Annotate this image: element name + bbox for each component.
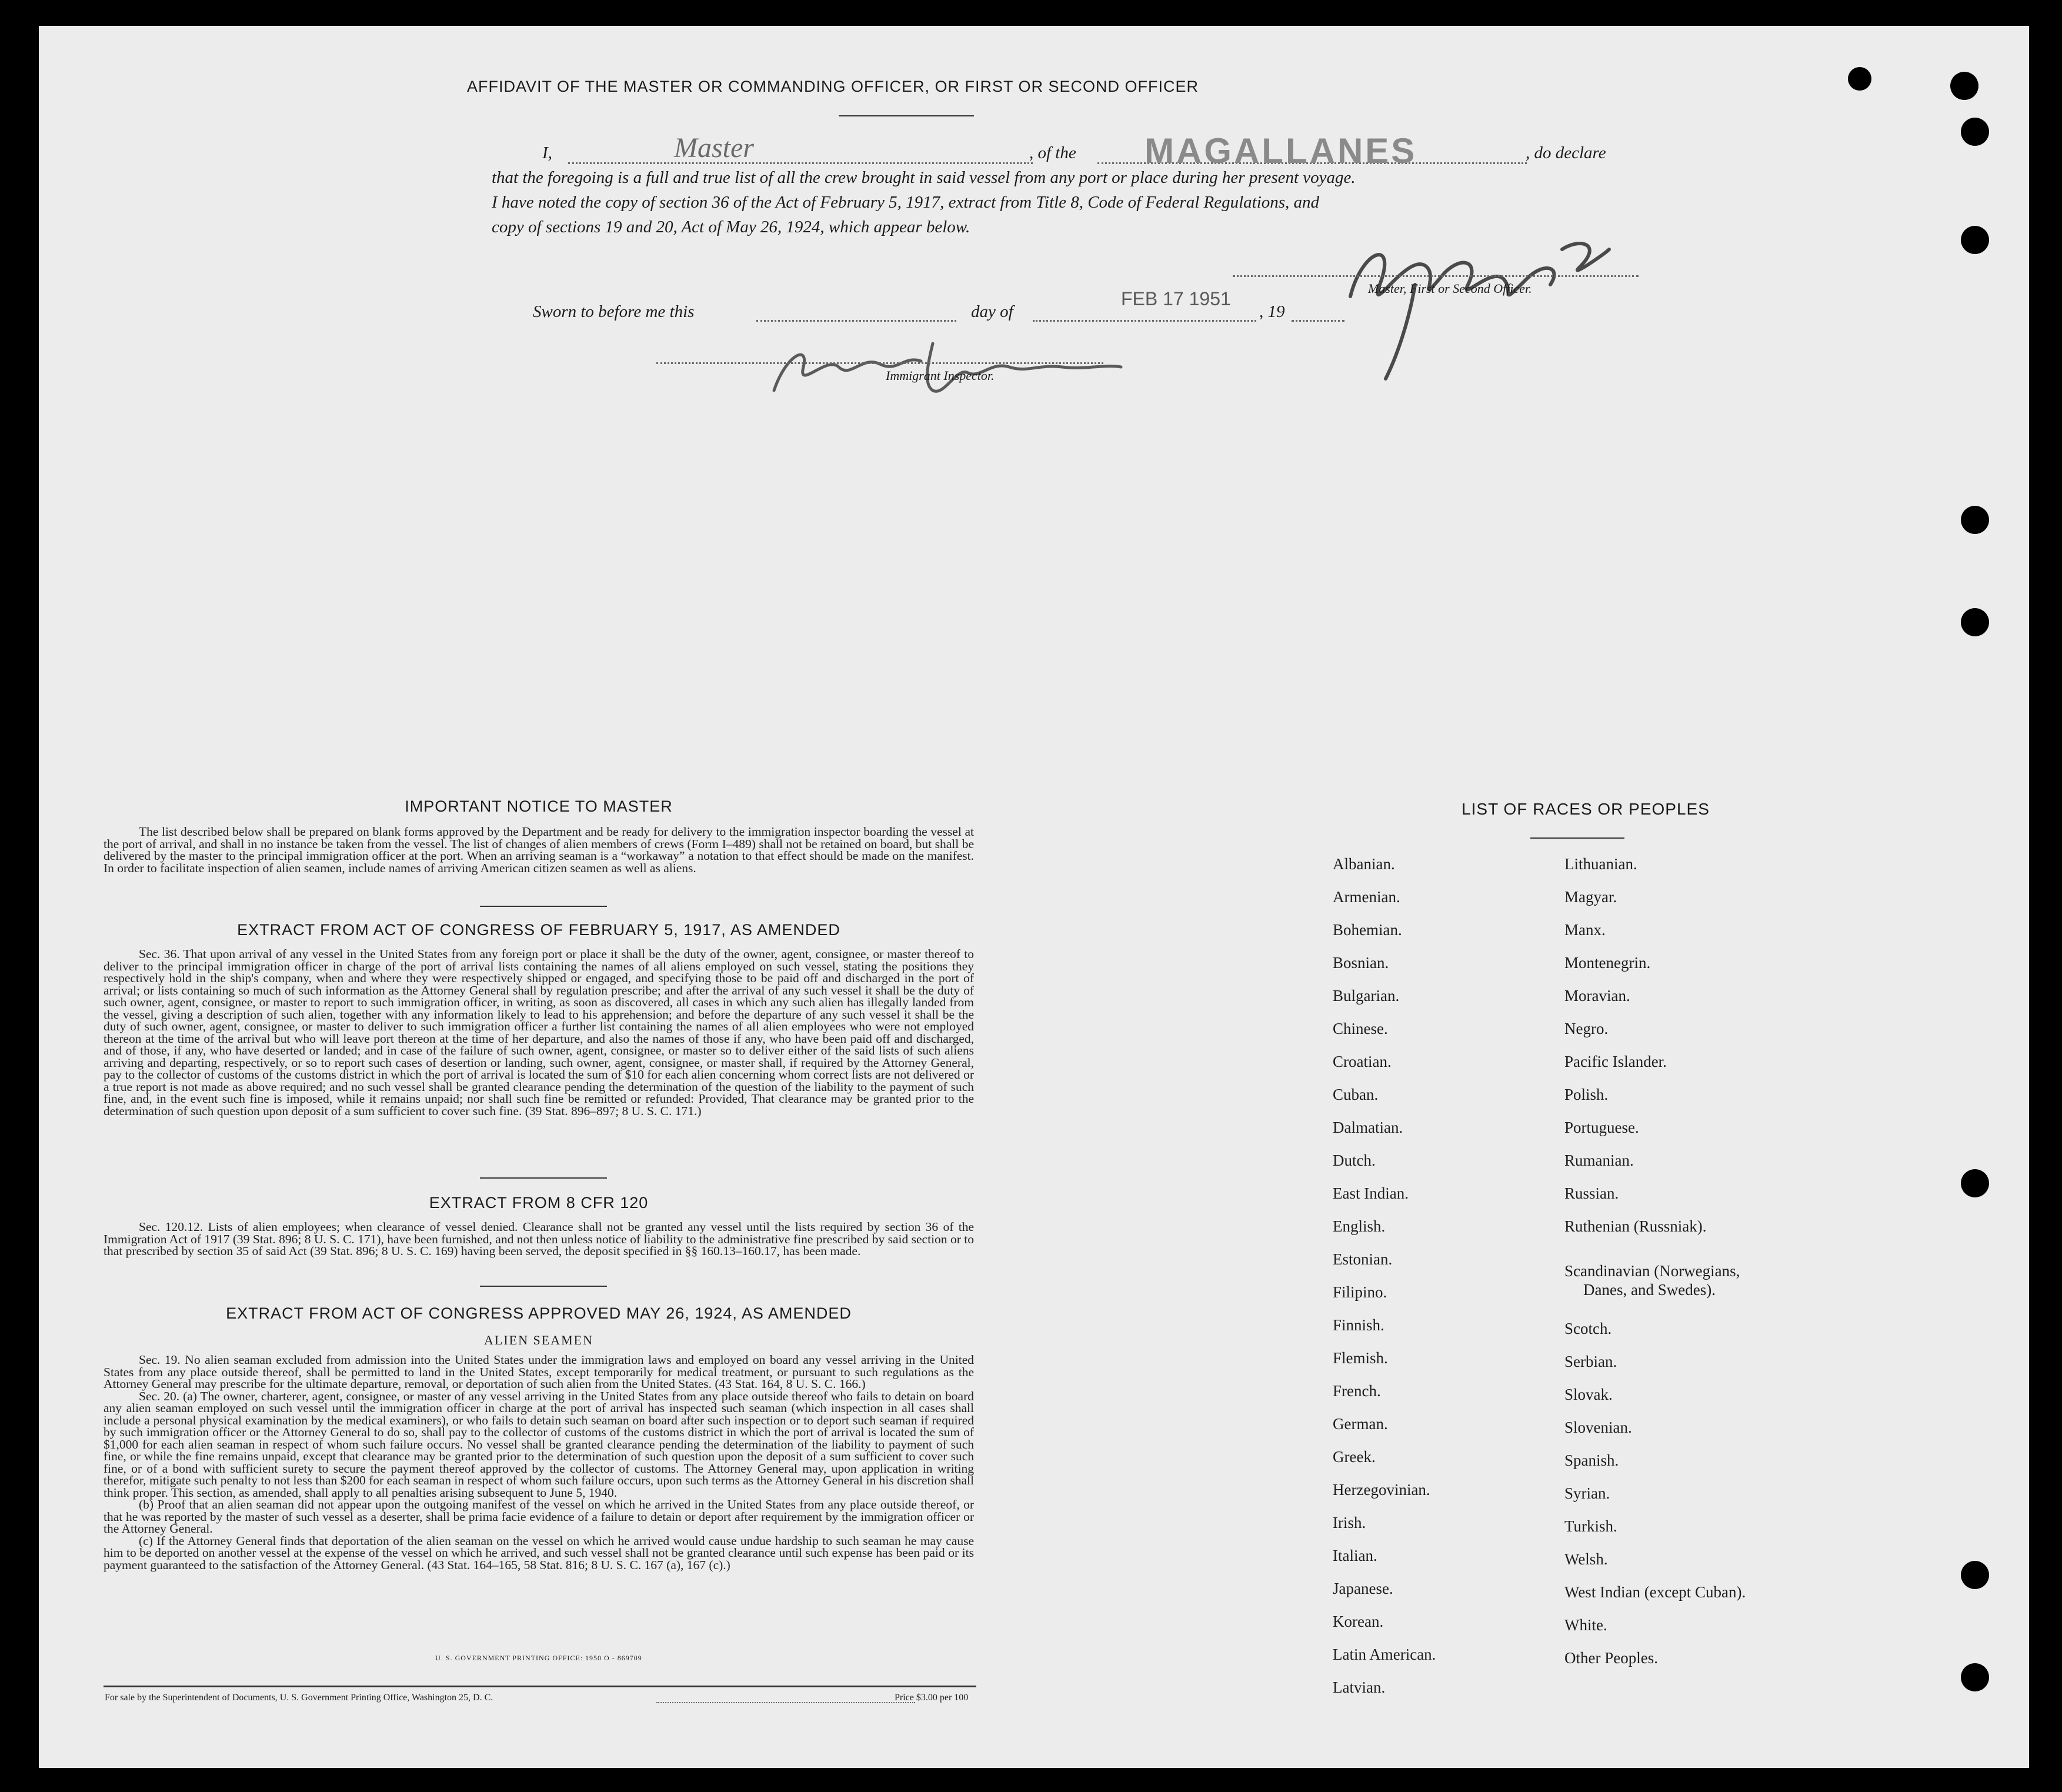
race-item: Latvian.	[1333, 1678, 1386, 1696]
race-item: Other Peoples.	[1564, 1649, 1658, 1667]
of-the-label: , of the	[1029, 144, 1076, 162]
race-item: Danes, and Swedes).	[1583, 1281, 1716, 1299]
notice-text	[104, 826, 974, 874]
race-item: German.	[1333, 1415, 1388, 1433]
binder-hole	[1961, 506, 1989, 534]
signer-line	[568, 162, 1033, 164]
race-item: Manx.	[1564, 921, 1606, 939]
binder-hole	[1961, 608, 1989, 636]
alien-seamen-subtitle: ALIEN SEAMEN	[484, 1333, 593, 1347]
race-item: Filipino.	[1333, 1283, 1387, 1301]
notice-title: IMPORTANT NOTICE TO MASTER	[405, 797, 673, 815]
race-item: Irish.	[1333, 1514, 1366, 1531]
section-20c-paragraph: (c) If the Attorney General finds that deportation of the alien seaman on the vessel on which he arrived would cause undue hardship to such seaman he may cause him to be deported on another vessel at the expense of the vessel on which he arrived, and such vessel shall not be granted clearance until such expense has been paid or its payment guaranteed to the satisfaction of the Attorney General. (43 Stat. 164–165, 58 Stat. 816; 8 U. S. C. 167 (a), 167 (c).)	[104, 1533, 974, 1572]
race-item: Albanian.	[1333, 855, 1395, 873]
binder-hole	[1848, 67, 1871, 91]
race-item: Montenegrin.	[1564, 954, 1651, 972]
race-item: Slovak.	[1564, 1386, 1613, 1403]
race-item: Bohemian.	[1333, 921, 1402, 939]
race-item: Spanish.	[1564, 1451, 1619, 1469]
section-20a-paragraph: Sec. 20. (a) The owner, charterer, agent, consignee, or master of any vessel arriving in the United States from any place outside thereof who fails to detain on board any alien seaman employed on such vessel until the immigration officer in charge at the port of arrival has inspected such seaman (which inspection in all cases shall include a personal physical examination by the medical examiners), or who fails to detain such seaman on board after such inspection or to deport such seaman if required by such immigration officer or the Attorney General to do so, shall pay to the collector of customs of the customs district in which the port of arrival is located the sum of $1,000 for each alien seaman in respect of whom such failure occurs. No vessel shall be granted clearance pending the determination of the liability to payment of such fine, or while the fine remains unpaid, except that clearance may be granted prior to the determination of such question upon the deposit of a sum sufficient to cover such fine, or of a bond with sufficient surety to secure the payment thereof approved by the collector of customs. The Attorney General may, upon application in writing therefor, mitigate such penalty to not less than $200 for each seaman in respect of whom such failure occurs, upon such terms as the Attorney General in his discretion shall think proper. This section, as amended, shall apply to all penalties arising subsequent to June 5, 1940.	[104, 1389, 974, 1500]
race-item: Serbian.	[1564, 1353, 1617, 1370]
race-item: West Indian (except Cuban).	[1564, 1583, 1746, 1601]
race-item: Rumanian.	[1564, 1152, 1634, 1169]
race-item: Latin American.	[1333, 1646, 1436, 1663]
race-item: French.	[1333, 1382, 1381, 1400]
extract-1917-rule	[480, 1177, 607, 1179]
race-item: East Indian.	[1333, 1184, 1409, 1202]
binder-hole	[1961, 1169, 1989, 1197]
extract-1917-title: EXTRACT FROM ACT OF CONGRESS OF FEBRUARY 5, 1917, AS AMENDED	[237, 921, 840, 939]
race-item: Polish.	[1564, 1086, 1609, 1103]
section-19-paragraph: Sec. 19. No alien seaman excluded from admission into the United States under the immigration laws and employed on board any vessel arriving in the United States from any place outside thereof, shall be permitted to land in the United States, except temporarily for medical treatment, or pursuant to such regulations as the Attorney General may prescribe for the ultimate departure, removal, or deportation of such alien from the United States. (43 Stat. 164, 8 U. S. C. 166.)	[104, 1353, 974, 1391]
extract-1924-text	[104, 1354, 974, 1571]
race-item: Japanese.	[1333, 1580, 1393, 1597]
race-item: Syrian.	[1564, 1484, 1610, 1502]
race-item: Korean.	[1333, 1613, 1384, 1630]
notice-paragraph: The list described below shall be prepared on blank forms approved by the Department and be ready for delivery to the immigration inspector boarding the vessel at the port of arrival, and shall in no instance be taken from the vessel. The list of changes of alien members of crews (Form I–489) shall not be retained on board, but shall be delivered by the master to the principal immigration officer at the port. When an arriving seaman is a “workaway” a notation to that effect should be made on the manifest. In order to facilitate inspection of alien seamen, include names of arriving American citizen seamen as well as aliens.	[104, 825, 974, 875]
document-page	[39, 26, 2029, 1768]
footer-rule	[104, 1686, 976, 1687]
binder-hole	[1961, 118, 1989, 146]
month-line	[1033, 320, 1256, 322]
section-36-paragraph: Sec. 36. That upon arrival of any vessel in the United States from any foreign port or place it shall be the duty of the owner, agent, consignee, or master thereof to deliver to the principal immigration officer in charge of the port of arrival lists containing the names of all aliens employed on such vessel, stating the positions they respectively hold in the ship's company, when and where they were respectively shipped or engaged, and specifying those to be paid off and discharged in the port of arrival; or lists containing so much of such information as the Attorney General shall by regulation prescribe; and after the arrival of any such vessel it shall be the duty of such owner, agent, consignee, or master to report to such immigration officer, in writing, as soon as discovered, all cases in which any such alien has illegally landed from the vessel, giving a description of such alien, together with any information likely to lead to his apprehension; and before the departure of any such vessel it shall be the duty of such owner, agent, consignee, or master to deliver to such immigration officer a further list containing the names of all alien employees who were not employed thereon at the time of the arrival but who will leave port thereon at the time of her departure, and also the names of those if any, who have been paid off and discharged, and of those, if any, who have deserted or landed; and in case of the failure of such owner, agent, consignee, or master so to deliver either of the said lists of such aliens arriving and departing, respectively, or so to report such cases of desertion or landing, such owner, agent, consignee, or master shall, if required by the Attorney General, pay to the collector of customs of the customs district in which the port of arrival is located the sum of $10 for each alien concerning whom correct lists are not delivered or a true report is not made as above required; and no such vessel shall be granted clearance pending the determination of the question of the liability to the payment of such fine, and, in the event such fine is imposed, while it remains unpaid; nor shall such fine be remitted or refunded: Provided, That clearance may be granted prior to the determination of such question upon deposit of a sum sufficient to cover such fine. (39 Stat. 896–897; 8 U. S. C. 171.)	[104, 947, 974, 1118]
title-rule	[839, 115, 974, 116]
race-item: Dutch.	[1333, 1152, 1376, 1169]
footer-leader	[656, 1702, 915, 1703]
race-item: Armenian.	[1333, 888, 1400, 906]
race-item: Turkish.	[1564, 1517, 1617, 1535]
extract-1924-title: EXTRACT FROM ACT OF CONGRESS APPROVED MAY 26, 1924, AS AMENDED	[226, 1304, 852, 1322]
race-item: Russian.	[1564, 1184, 1619, 1202]
inspector-label: Immigrant Inspector.	[886, 368, 995, 383]
extract-1917-text	[104, 948, 974, 1117]
inspector-line	[656, 362, 1103, 364]
binder-hole	[1961, 1663, 1989, 1691]
vessel-name-stamp: MAGALLANES	[1145, 131, 1417, 171]
binder-hole	[1961, 226, 1989, 254]
sworn-label: Sworn to before me this	[533, 302, 695, 321]
race-item: Finnish.	[1333, 1316, 1384, 1334]
year-label: , 19	[1259, 302, 1285, 321]
date-stamp: FEB 17 1951	[1121, 288, 1231, 309]
race-item: Magyar.	[1564, 888, 1617, 906]
day-of-label: day of	[971, 302, 1013, 321]
race-item: Cuban.	[1333, 1086, 1379, 1103]
race-item: Moravian.	[1564, 987, 1630, 1005]
affidavit-line-3: I have noted the copy of section 36 of the Act of February 5, 1917, extract from Title 8, Code of Federal Regulations, and	[492, 193, 1320, 212]
binder-hole	[1961, 1561, 1989, 1589]
affidavit-title: AFFIDAVIT OF THE MASTER OR COMMANDING OFFICER, OR FIRST OR SECOND OFFICER	[466, 78, 1199, 95]
race-item: Scandinavian (Norwegians,	[1564, 1262, 1740, 1280]
races-rule	[1530, 837, 1624, 839]
race-item: White.	[1564, 1616, 1607, 1634]
race-item: Ruthenian (Russniak).	[1564, 1217, 1707, 1235]
affidavit-line-4: copy of sections 19 and 20, Act of May 26, 1924, which appear below.	[492, 218, 970, 236]
affidavit-i: I,	[542, 144, 552, 162]
year-line	[1292, 320, 1344, 322]
cfr-text	[104, 1221, 974, 1257]
section-20b-paragraph: (b) Proof that an alien seaman did not appear upon the outgoing manifest of the vessel on which he arrived in the United States from any place outside thereof, or that he was reported by the master of such vessel as a deserter, shall be prima facie evidence of a failure to detain or deport after requirement by the immigration officer or the Attorney General.	[104, 1497, 974, 1536]
races-title: LIST OF RACES OR PEOPLES	[1462, 800, 1710, 818]
race-item: Pacific Islander.	[1564, 1053, 1667, 1070]
race-item: Flemish.	[1333, 1349, 1388, 1367]
notice-rule	[480, 906, 607, 907]
section-120-12-paragraph: Sec. 120.12. Lists of alien employees; when clearance of vessel denied. Clearance shall not be granted any vessel until the lists required by section 36 of the Immigration Act of 1917 (39 Stat. 896; 8 U. S. C. 171), have been furnished, and not then unless notice of liability to the administrative fine prescribed by said section or to that prescribed by section 35 of said Act (39 Stat. 896; 8 U. S. C. 169) having been served, the deposit specified in §§ 160.13–160.17, has been made.	[104, 1220, 974, 1258]
race-item: Slovenian.	[1564, 1419, 1632, 1436]
footer-sale-note: For sale by the Superintendent of Documents, U. S. Government Printing Office, Washington 25, D. C.	[105, 1693, 493, 1703]
race-item: Dalmatian.	[1333, 1119, 1403, 1136]
race-item: Chinese.	[1333, 1020, 1388, 1037]
affidavit-line-2: that the foregoing is a full and true list of all the crew brought in said vessel from any port or place during her present voyage.	[492, 168, 1356, 187]
footer-price: Price $3.00 per 100	[895, 1693, 969, 1703]
race-item: Bulgarian.	[1333, 987, 1400, 1005]
race-item: Lithuanian.	[1564, 855, 1637, 873]
race-item: Portuguese.	[1564, 1119, 1639, 1136]
inspector-signature	[756, 332, 1133, 402]
cfr-rule	[480, 1286, 607, 1287]
signer-handwritten: Master	[674, 132, 754, 163]
race-item: Scotch.	[1564, 1320, 1612, 1337]
master-label: Master, First or Second Officer.	[1368, 281, 1532, 296]
race-item: Herzegovinian.	[1333, 1481, 1430, 1499]
cfr-title: EXTRACT FROM 8 CFR 120	[429, 1194, 649, 1212]
race-item: Negro.	[1564, 1020, 1609, 1037]
do-declare-label: , do declare	[1526, 144, 1606, 162]
master-signature-line	[1233, 275, 1639, 277]
race-item: Greek.	[1333, 1448, 1376, 1466]
gpo-imprint: U. S. GOVERNMENT PRINTING OFFICE: 1950 O - 869709	[435, 1654, 642, 1662]
race-item: Croatian.	[1333, 1053, 1392, 1070]
race-item: Welsh.	[1564, 1550, 1608, 1568]
race-item: Italian.	[1333, 1547, 1377, 1564]
race-item: Estonian.	[1333, 1250, 1393, 1268]
master-signature	[1327, 214, 1656, 391]
binder-hole	[1950, 72, 1978, 100]
race-item: Bosnian.	[1333, 954, 1389, 972]
race-item: English.	[1333, 1217, 1386, 1235]
sworn-day-line	[756, 320, 956, 322]
